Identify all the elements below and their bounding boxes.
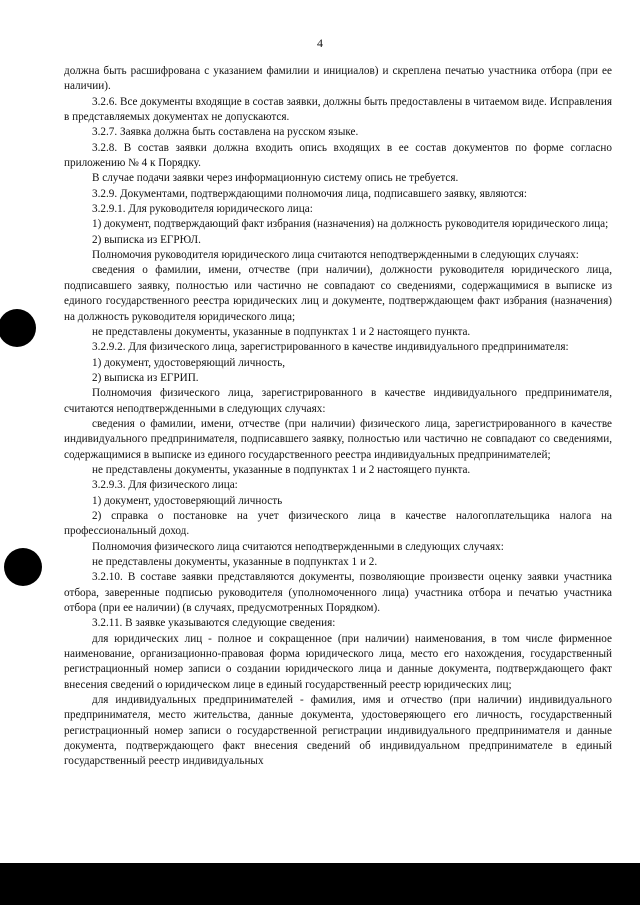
paragraph: В случае подачи заявки через информационную систему опись не требуется. bbox=[92, 172, 459, 185]
paragraph: Полномочия физического лица, зарегистрированного в качестве индивидуального предпринимателя, считаются неподтвержденными в следующих случаях: bbox=[64, 387, 612, 415]
paragraph: 3.2.9. Документами, подтверждающими полномочия лица, подписавшего заявку, являются: bbox=[92, 187, 528, 200]
paragraph: для индивидуальных предпринимателей - фамилия, имя и отчество (при наличии) индивидуального предпринимателя, место жительства, данные документа, удостоверяющего его личность, государственный регистрационный номер записи о государственной регистрации индивидуального предпринимателя и данные документа, подтверждающего факт внесения сведений об индивидуальном предпринимателе в единый государственный реестр индивидуальных bbox=[64, 694, 612, 768]
page-number: 4 bbox=[317, 36, 323, 50]
paragraph: 2) справка о постановке на учет физического лица в качестве налогоплательщика налога на профессиональный доход. bbox=[64, 509, 612, 538]
paragraph: 2) выписка из ЕГРИП. bbox=[92, 371, 199, 384]
paragraph: 3.2.11. В заявке указываются следующие сведения: bbox=[92, 617, 336, 630]
paragraph: 3.2.8. В состав заявки должна входить опись входящих в ее состав документов по форме согласно приложению № 4 к Порядку. bbox=[64, 141, 612, 170]
paragraph: не представлены документы, указанные в подпунктах 1 и 2 настоящего пункта. bbox=[92, 463, 471, 476]
paragraph: 3.2.9.2. Для физического лица, зарегистрированного в качестве индивидуального предпринимателя: bbox=[92, 341, 569, 354]
paragraph: не представлены документы, указанные в подпунктах 1 и 2 настоящего пункта. bbox=[92, 325, 471, 338]
paragraph: 1) документ, удостоверяющий личность bbox=[92, 494, 283, 507]
paragraph: 3.2.10. В составе заявки представляются документы, позволяющие произвести оценку заявки участника отбора, заверенные подписью руководителя (уполномоченного лица) участника отбора и печатью участника отбора (при ее наличии) (в случаях, предусмотренных Порядком). bbox=[64, 571, 612, 615]
punch-hole-mark bbox=[4, 548, 42, 586]
paragraph: 3.2.9.1. Для руководителя юридического лица: bbox=[92, 203, 313, 216]
paragraph: 1) документ, подтверждающий факт избрания (назначения) на должность руководителя юридического лица; bbox=[92, 218, 609, 231]
paragraph: Полномочия руководителя юридического лица считаются неподтвержденными в следующих случаях: bbox=[92, 249, 579, 262]
paragraph: Полномочия физического лица считаются неподтвержденными в следующих случаях: bbox=[92, 540, 504, 553]
document-body bbox=[64, 64, 612, 770]
punch-hole-mark bbox=[0, 309, 36, 347]
paragraph: 3.2.9.3. Для физического лица: bbox=[92, 479, 238, 492]
paragraph: для юридических лиц - полное и сокращенное (при наличии) наименования, в том числе фирменное наименование, организационно-правовая форма юридического лица, место его нахождения, государственный регистрационный номер записи о создании юридического лица и данные документа, подтверждающего факт внесения сведений о юридическом лице в единый государственный реестр юридических лиц; bbox=[64, 632, 612, 691]
paragraph: 1) документ, удостоверяющий личность, bbox=[92, 356, 286, 369]
paragraph: 3.2.6. Все документы входящие в состав заявки, должны быть предоставлены в читаемом виде. Исправления в представляемых документах не допускаются. bbox=[64, 95, 612, 124]
paragraph: 3.2.7. Заявка должна быть составлена на русском языке. bbox=[92, 126, 359, 139]
paragraph: сведения о фамилии, имени, отчестве (при наличии), должности руководителя юридического лица, подписавшего заявку, полностью или частично не совпадают со сведениями, содержащимися в выписке из единого государственного реестра юридических лиц и документе, подтверждающем факт избрания (назначения) на должность руководителя юридического лица; bbox=[64, 264, 612, 323]
paragraph: не представлены документы, указанные в подпунктах 1 и 2. bbox=[92, 556, 378, 568]
paragraph: 2) выписка из ЕГРЮЛ. bbox=[92, 233, 201, 246]
paragraph: сведения о фамилии, имени, отчестве (при наличии) физического лица, зарегистрированного в качестве индивидуального предпринимателя, подписавшего заявку, полностью или частично не совпадают со сведениями, содержащимися в выписке из единого государственного реестра индивидуальных предпринимателей; bbox=[64, 417, 612, 461]
paragraph: должна быть расшифрована с указанием фамилии и инициалов) и скреплена печатью участника отбора (при ее наличии). bbox=[64, 65, 612, 93]
scan-border bbox=[0, 863, 640, 905]
